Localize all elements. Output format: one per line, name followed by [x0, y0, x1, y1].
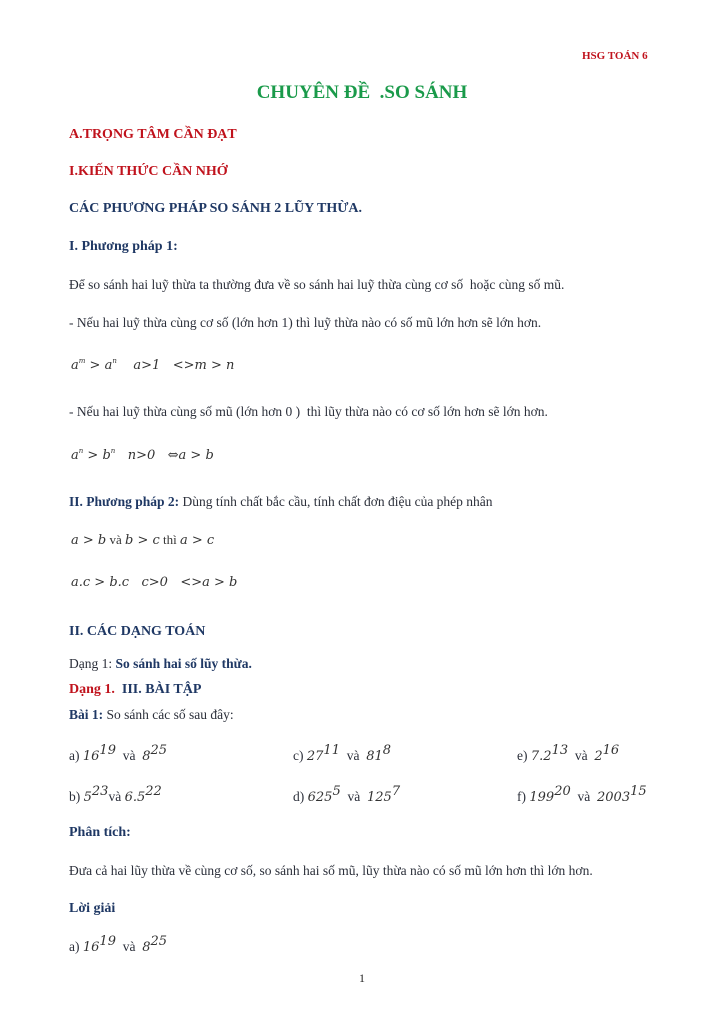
- rule2-text: - Nếu hai luỹ thừa cùng số mũ (lớn hơn 0 ) thì lũy thừa nào có cơ số lớn hơn sẽ lớn hơn.: [69, 404, 548, 419]
- exercise-item: e) $7.2^{13}$ và $2^{16}$: [517, 743, 620, 764]
- dang1-line: Dạng 1. III. BÀI TẬP: [69, 682, 202, 697]
- analysis-heading: Phân tích:: [69, 825, 131, 840]
- formula-3: a > b và b > c thì a > c: [71, 532, 215, 548]
- section-i-heading: I.KIẾN THỨC CẦN NHỚ: [69, 164, 228, 179]
- solution-heading: Lời giải: [69, 901, 116, 916]
- exercise-item: b) $5^{23}và$ $6.5^{22}$: [69, 784, 162, 805]
- method2-heading: II. Phương pháp 2:: [69, 494, 180, 509]
- method1-text: Để so sánh hai luỹ thừa ta thường đưa về so sánh hai luỹ thừa cùng cơ số hoặc cùng số mũ.: [69, 277, 565, 292]
- type1-line: Dạng 1: So sánh hai số lũy thừa.: [69, 656, 252, 671]
- header-tag: HSG TOÁN 6: [582, 50, 648, 62]
- formula-1: $a^m > a^n$ a>1 <>m > n: [71, 357, 235, 373]
- solution-a-line: a) $16^{19}$ và $8^{25}$: [69, 934, 168, 955]
- methods-heading: CÁC PHƯƠNG PHÁP SO SÁNH 2 LŨY THỪA.: [69, 201, 362, 216]
- bai1-line: Bài 1: So sánh các số sau đây:: [69, 707, 234, 722]
- method2-line: II. Phương pháp 2: Dùng tính chất bắc cầu, tính chất đơn điệu của phép nhân: [69, 494, 493, 509]
- formula-4: a.c > b.c c>0 <>a > b: [71, 575, 238, 590]
- exercise-item: c) $27^{11}$ và $81^8$: [293, 743, 392, 764]
- analysis-text: Đưa cả hai lũy thừa về cùng cơ số, so sánh hai số mũ, lũy thừa nào có số mũ lớn hơn thì lớn hơn.: [69, 863, 593, 878]
- exercise-item: f) $199^{20}$ và 2003$^{15}$: [517, 784, 647, 805]
- method1-heading: I. Phương pháp 1:: [69, 239, 178, 254]
- page-title: CHUYÊN ĐỀ .SO SÁNH: [256, 82, 468, 103]
- exercise-item: d) $625^5$ và $125^7$: [293, 784, 401, 805]
- exercise-item: a) $16^{19}$ và $8^{25}$: [69, 743, 168, 764]
- section-a-heading: A.TRỌNG TÂM CẦN ĐẠT: [69, 127, 237, 142]
- formula-2: $a^n > b^n$ n>0 ⇔a > b: [71, 447, 214, 463]
- page-number: 1: [359, 971, 365, 985]
- types-heading: II. CÁC DẠNG TOÁN: [69, 624, 206, 639]
- rule1-text: - Nếu hai luỹ thừa cùng cơ số (lớn hơn 1) thì luỹ thừa nào có số mũ lớn hơn sẽ lớn hơn.: [69, 315, 542, 330]
